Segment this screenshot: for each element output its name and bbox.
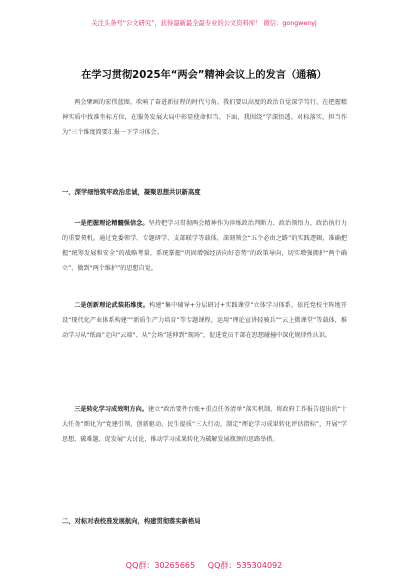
paragraph-2-text: 构建“集中辅导+分层研讨+实践课堂”立体学习体系，依托党校主阵地开设“现代化产业体系构建”“新质生产力培育”等专题课程，运用“理论宣讲轻骑兵”“云上微课堂”等载体，推动学习从“纸面”走向“云端”、从“会场”延伸到“现场”，促进党员干部在思想碰撞中深化规律性认识。: [62, 302, 348, 339]
paragraph-3-text: 建立“政治要件台账+重点任务清单”落实机制，将政府工作报告提出的“十大任务”细化为“党建引领、创新驱动、民生提质”三大行动，制定“理论学习成果转化评估指标”，开展“学思想、破难题、促发展”大讨论，推动学习成果转化为破解发展瓶颈的思路举措。: [62, 406, 348, 443]
header-banner: 关注头条号“公文研究”，获得最新最全最专业的公文资料库！ 微信：gongwenyj: [91, 20, 317, 27]
paragraph-3-lead: 三是转化学习成效明方向。: [74, 406, 148, 413]
section-heading-1: 一、深学细悟筑牢政治忠诚，凝聚思想共识新高度: [62, 189, 201, 196]
paragraph-2: [62, 298, 347, 343]
paragraph-1: [62, 216, 347, 276]
page-title: 在学习贯彻2025年“两会”精神会议上的发言（通稿）: [81, 70, 327, 81]
footer-qq-groups: QQ群：30265665 QQ群：535304092: [125, 561, 283, 570]
paragraph-2-lead: 二是创新理论武装拓维度。: [74, 302, 150, 309]
intro-paragraph: 两会擘画的宏伟蓝图，吹响了奋进新征程的时代号角。我们要以高度的政治自觉深学笃行，在把握精神实质中找准坐标方位，在服务发展大局中彰显使命担当。下面，我围绕“学深悟透、对标落实、担当作为”三个维度简要汇报一下学习体会。: [62, 99, 347, 136]
paragraph-1-lead: 一是把握理论精髓强信念。: [74, 220, 149, 227]
section-heading-2: 二、对标对表校准发展航向，构建贯彻落实新格局: [62, 518, 201, 525]
paragraph-3: [62, 402, 347, 447]
paragraph-1-text: 坚持把学习贯彻两会精神作为淬炼政治判断力、政治领悟力、政治执行力的重要契机。通过党委领学、专题研学、支部联学等载体，深刻领会“五个必由之路”的实践逻辑，准确把握“统筹发展和安全”的战略考量，系统掌握“巩固增强经济向好态势”的政策导向，切实增强拥护“两个确立”、做到“两个维护”的思想自觉。: [62, 220, 348, 272]
